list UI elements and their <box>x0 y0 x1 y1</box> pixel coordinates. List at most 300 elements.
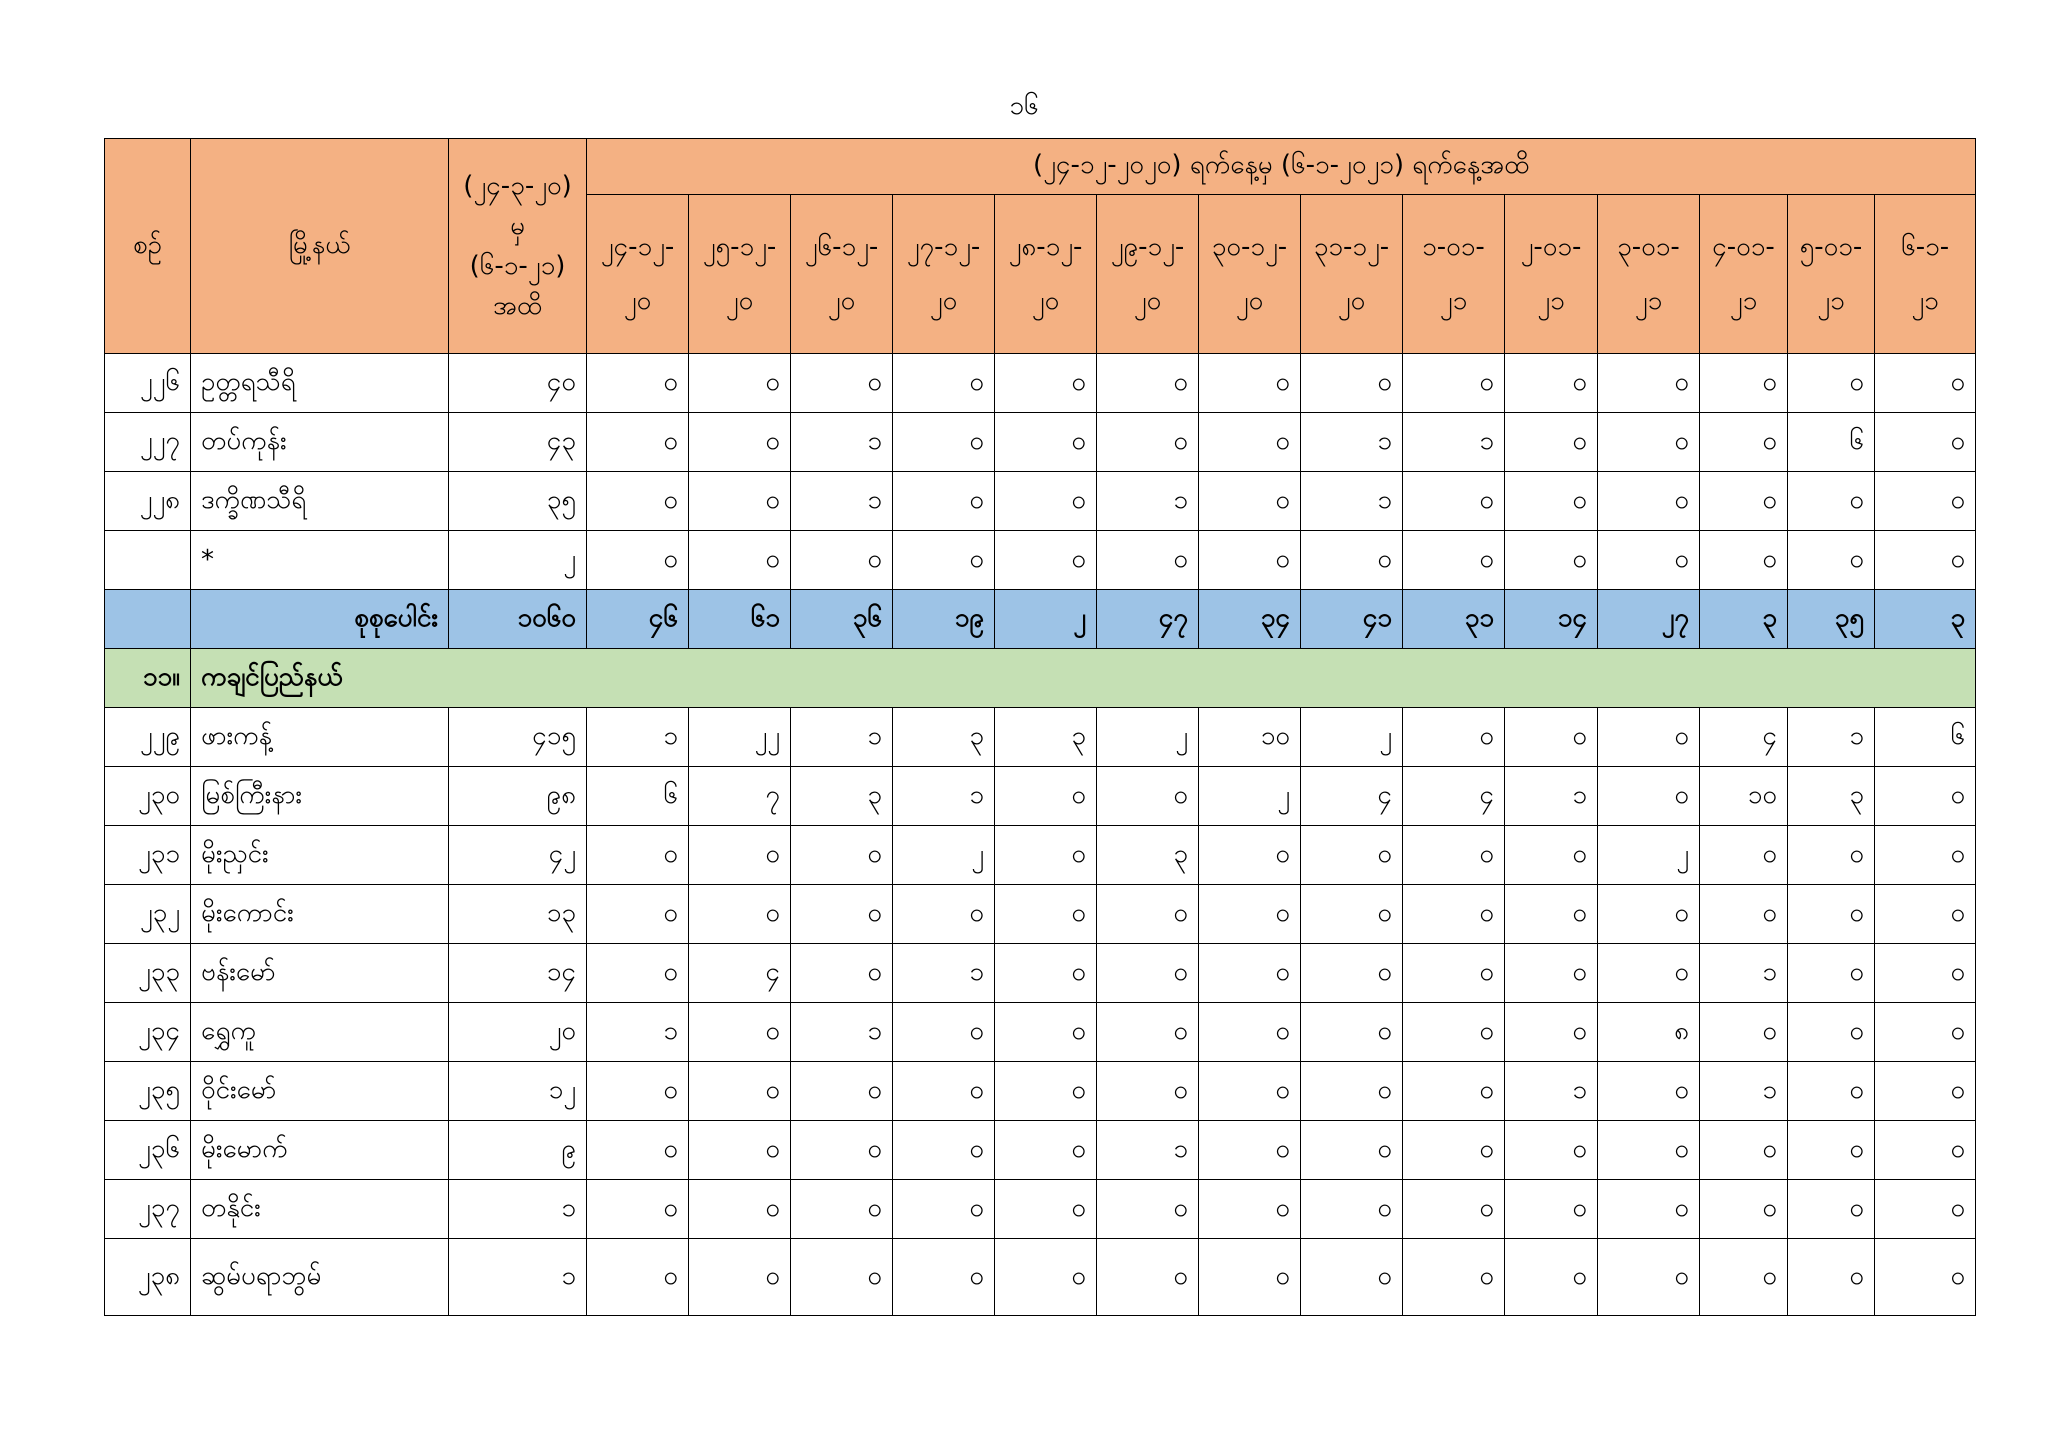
daily-count-cell: ၀ <box>1403 354 1505 413</box>
township-cell: မြစ်ကြီးနား <box>191 767 449 826</box>
daily-count-cell: ၀ <box>689 413 791 472</box>
header-period: (၂၄-၁၂-၂၀၂၀) ရက်နေ့မှ (၆-၁-၂၀၂၁) ရက်နေ့အထိ <box>587 139 1976 195</box>
daily-count-cell: ၀ <box>1097 885 1199 944</box>
serial-number-cell: ၂၃၆ <box>105 1121 191 1180</box>
daily-count-cell: ၀ <box>1199 472 1301 531</box>
township-cell: တနိုင်း <box>191 1180 449 1239</box>
daily-count-cell: ၁ <box>587 708 689 767</box>
daily-count-cell: ၀ <box>1199 944 1301 1003</box>
daily-count-cell: ၀ <box>995 1003 1097 1062</box>
daily-count-cell: ၀ <box>1403 1003 1505 1062</box>
daily-count-cell: ၀ <box>1598 1180 1700 1239</box>
cumulative-total-cell: ၁ <box>449 1239 587 1316</box>
daily-count-cell: ၀ <box>1505 531 1598 590</box>
daily-count-cell: ၀ <box>689 885 791 944</box>
header-township: မြို့နယ် <box>191 139 449 354</box>
township-cell: ဒက္ခိဏသီရိ <box>191 472 449 531</box>
daily-count-cell: ၀ <box>1403 1121 1505 1180</box>
daily-count-cell: ၀ <box>1788 1121 1875 1180</box>
daily-count-cell: ၀ <box>791 826 893 885</box>
total-daily-cell: ၄၇ <box>1097 590 1199 649</box>
cumulative-total-cell: ၉၈ <box>449 767 587 826</box>
daily-count-cell: ၀ <box>587 1180 689 1239</box>
total-daily-cell: ၃၄ <box>1199 590 1301 649</box>
daily-count-cell: ၀ <box>893 1239 995 1316</box>
daily-count-cell: ၀ <box>1598 472 1700 531</box>
daily-count-cell: ၀ <box>1598 354 1700 413</box>
region-row <box>105 649 1976 708</box>
daily-count-cell: ၀ <box>791 944 893 1003</box>
header-date-line: ၂၆-၁၂- <box>804 232 879 262</box>
header-cumulative-line: (၆-၁-၂၁) <box>469 251 566 281</box>
daily-count-cell: ၀ <box>1598 1062 1700 1121</box>
daily-count-cell: ၀ <box>1700 1121 1788 1180</box>
daily-count-cell: ၀ <box>995 885 1097 944</box>
daily-count-cell: ၁ <box>1505 767 1598 826</box>
daily-count-cell: ၃ <box>791 767 893 826</box>
daily-count-cell: ၀ <box>1301 1062 1403 1121</box>
daily-count-cell: ၀ <box>1700 1003 1788 1062</box>
daily-count-cell: ၀ <box>1199 354 1301 413</box>
header-date-line: ၂၈-၁၂- <box>1008 232 1083 262</box>
daily-count-cell: ၄ <box>689 944 791 1003</box>
daily-count-cell: ၀ <box>1199 531 1301 590</box>
township-cell: ရွှေကူ <box>191 1003 449 1062</box>
daily-count-cell: ၆ <box>587 767 689 826</box>
daily-count-cell: ၀ <box>1097 1239 1199 1316</box>
serial-number-cell: ၂၂၆ <box>105 354 191 413</box>
total-row <box>105 590 1976 649</box>
serial-number-cell: ၂၃၁ <box>105 826 191 885</box>
daily-count-cell: ၀ <box>1875 472 1976 531</box>
daily-count-cell: ၃ <box>1788 767 1875 826</box>
header-date-line: ၂၀ <box>1031 286 1060 316</box>
daily-count-cell: ၀ <box>1403 1180 1505 1239</box>
daily-count-cell: ၀ <box>1097 1003 1199 1062</box>
daily-count-cell: ၀ <box>995 1121 1097 1180</box>
daily-count-cell: ၁ <box>587 1003 689 1062</box>
daily-count-cell: ၁ <box>1301 472 1403 531</box>
daily-count-cell: ၀ <box>587 531 689 590</box>
total-daily-cell: ၃၁ <box>1403 590 1505 649</box>
header-date <box>791 195 893 354</box>
daily-count-cell: ၀ <box>995 767 1097 826</box>
total-daily-cell: ၃၆ <box>791 590 893 649</box>
daily-count-cell: ၀ <box>1301 531 1403 590</box>
cumulative-total-cell: ၁ <box>449 1180 587 1239</box>
daily-count-cell: ၀ <box>587 885 689 944</box>
header-date-line: ၃၀-၁၂- <box>1211 232 1288 262</box>
daily-count-cell: ၀ <box>1788 354 1875 413</box>
daily-count-cell: ၁၀ <box>1700 767 1788 826</box>
header-date-line: ၂၁ <box>1537 286 1565 316</box>
daily-count-cell: ၀ <box>587 1121 689 1180</box>
daily-count-cell: ၀ <box>995 944 1097 1003</box>
cumulative-total-cell: ၁၂ <box>449 1062 587 1121</box>
daily-count-cell: ၀ <box>1097 1180 1199 1239</box>
daily-count-cell: ၁ <box>1505 1062 1598 1121</box>
daily-count-cell: ၀ <box>1875 885 1976 944</box>
daily-count-cell: ၆ <box>1788 413 1875 472</box>
cumulative-total-cell: ၄၃ <box>449 413 587 472</box>
daily-count-cell: ၀ <box>893 1003 995 1062</box>
total-daily-cell: ၂ <box>995 590 1097 649</box>
daily-count-cell: ၀ <box>893 472 995 531</box>
daily-count-cell: ၀ <box>1875 354 1976 413</box>
daily-count-cell: ၀ <box>995 826 1097 885</box>
header-date-line: ၂၁ <box>1634 286 1663 316</box>
header-date-line: ၅-၀၁- <box>1799 232 1863 262</box>
daily-count-cell: ၀ <box>1505 354 1598 413</box>
table-row <box>105 413 1976 472</box>
daily-count-cell: ၀ <box>1598 413 1700 472</box>
serial-number-cell: ၂၃၇ <box>105 1180 191 1239</box>
daily-count-cell: ၁ <box>1403 413 1505 472</box>
daily-count-cell: ၀ <box>1875 1062 1976 1121</box>
total-daily-cell: ၆၁ <box>689 590 791 649</box>
township-cell: မိုးမောက် <box>191 1121 449 1180</box>
serial-number-cell: ၂၃၃ <box>105 944 191 1003</box>
daily-count-cell: ၀ <box>791 1121 893 1180</box>
daily-count-cell: ၀ <box>1788 1180 1875 1239</box>
total-daily-cell: ၄၁ <box>1301 590 1403 649</box>
total-daily-cell: ၄၆ <box>587 590 689 649</box>
header-date-line: ၂၁ <box>1817 286 1845 316</box>
daily-count-cell: ၀ <box>689 1239 791 1316</box>
header-date-line: ၂၉-၁၂- <box>1110 232 1185 262</box>
daily-count-cell: ၀ <box>587 1239 689 1316</box>
daily-count-cell: ၀ <box>1097 1062 1199 1121</box>
daily-count-cell: ၀ <box>1199 826 1301 885</box>
header-date <box>1505 195 1598 354</box>
header-date-line: ၂၁ <box>1911 286 1939 316</box>
daily-count-cell: ၀ <box>1700 531 1788 590</box>
daily-count-cell: ၀ <box>689 472 791 531</box>
daily-count-cell: ၀ <box>1598 944 1700 1003</box>
header-date-line: ၂၀ <box>1133 286 1162 316</box>
daily-count-cell: ၁ <box>1700 944 1788 1003</box>
daily-count-cell: ၂ <box>893 826 995 885</box>
daily-count-cell: ၀ <box>791 354 893 413</box>
header-date-line: ၃-၀၁- <box>1617 232 1680 262</box>
covid-township-table <box>104 138 1976 1316</box>
daily-count-cell: ၁ <box>791 708 893 767</box>
header-date-line: ၁-၀၁- <box>1422 232 1485 262</box>
daily-count-cell: ၀ <box>1598 1121 1700 1180</box>
table-row <box>105 944 1976 1003</box>
daily-count-cell: ၀ <box>893 531 995 590</box>
daily-count-cell: ၀ <box>1598 708 1700 767</box>
daily-count-cell: ၀ <box>1788 472 1875 531</box>
daily-count-cell: ၀ <box>1875 1239 1976 1316</box>
daily-count-cell: ၃ <box>893 708 995 767</box>
daily-count-cell: ၀ <box>791 1180 893 1239</box>
daily-count-cell: ၀ <box>1505 944 1598 1003</box>
header-cumulative-line: မှ <box>510 211 525 241</box>
daily-count-cell: ၀ <box>995 1062 1097 1121</box>
daily-count-cell: ၀ <box>791 531 893 590</box>
daily-count-cell: ၀ <box>587 1062 689 1121</box>
daily-count-cell: ၁ <box>791 413 893 472</box>
header-date-line: ၂၀ <box>623 286 652 316</box>
daily-count-cell: ၀ <box>1301 1239 1403 1316</box>
township-cell: မိုးကောင်း <box>191 885 449 944</box>
daily-count-cell: ၀ <box>587 944 689 1003</box>
daily-count-cell: ၀ <box>893 413 995 472</box>
total-cumulative-cell: ၁၀၆၀ <box>449 590 587 649</box>
header-date-line: ၂၇-၁၂- <box>906 232 981 262</box>
daily-count-cell: ၀ <box>893 1062 995 1121</box>
daily-count-cell: ၀ <box>1403 531 1505 590</box>
daily-count-cell: ၀ <box>1199 1003 1301 1062</box>
daily-count-cell: ၀ <box>791 1239 893 1316</box>
table-row <box>105 767 1976 826</box>
daily-count-cell: ၀ <box>1598 767 1700 826</box>
header-serial-number: စဉ် <box>105 139 191 354</box>
header-date <box>1097 195 1199 354</box>
township-cell: ဝိုင်းမော် <box>191 1062 449 1121</box>
township-cell: ဆွမ်ပရာဘွမ် <box>191 1239 449 1316</box>
daily-count-cell: ၀ <box>1097 413 1199 472</box>
region-name: ကချင်ပြည်နယ် <box>191 649 1976 708</box>
header-cumulative-line: အထိ <box>492 291 542 321</box>
daily-count-cell: ၀ <box>1700 826 1788 885</box>
daily-count-cell: ၀ <box>1875 1121 1976 1180</box>
daily-count-cell: ၀ <box>1788 1239 1875 1316</box>
table-row <box>105 885 1976 944</box>
cumulative-total-cell: ၁၃ <box>449 885 587 944</box>
daily-count-cell: ၀ <box>1788 1003 1875 1062</box>
cumulative-total-cell: ၄၀ <box>449 354 587 413</box>
daily-count-cell: ၀ <box>1301 1180 1403 1239</box>
township-cell: ဥတ္တရသီရိ <box>191 354 449 413</box>
serial-number-cell: ၂၃၅ <box>105 1062 191 1121</box>
daily-count-cell: ၄ <box>1403 767 1505 826</box>
daily-count-cell: ၂ <box>1301 708 1403 767</box>
table-row <box>105 531 1976 590</box>
total-empty-cell <box>105 590 191 649</box>
total-daily-cell: ၃၅ <box>1788 590 1875 649</box>
serial-number-cell: ၂၂၉ <box>105 708 191 767</box>
daily-count-cell: ၁၀ <box>1199 708 1301 767</box>
daily-count-cell: ၀ <box>1875 944 1976 1003</box>
daily-count-cell: ၀ <box>1301 826 1403 885</box>
daily-count-cell: ၀ <box>1403 1239 1505 1316</box>
daily-count-cell: ၀ <box>893 354 995 413</box>
header-date <box>587 195 689 354</box>
header-date <box>1875 195 1976 354</box>
header-date-line: ၂၀ <box>1337 286 1366 316</box>
daily-count-cell: ၀ <box>1301 1121 1403 1180</box>
table-row <box>105 826 1976 885</box>
daily-count-cell: ၀ <box>1301 1003 1403 1062</box>
cumulative-total-cell: ၂ <box>449 531 587 590</box>
daily-count-cell: ၀ <box>1505 1239 1598 1316</box>
header-date <box>995 195 1097 354</box>
header-date-line: ၂၀ <box>1235 286 1264 316</box>
daily-count-cell: ၄ <box>1700 708 1788 767</box>
daily-count-cell: ၀ <box>1505 885 1598 944</box>
daily-count-cell: ၀ <box>1199 1239 1301 1316</box>
daily-count-cell: ၀ <box>1403 885 1505 944</box>
daily-count-cell: ၀ <box>1505 1121 1598 1180</box>
daily-count-cell: ၀ <box>1505 708 1598 767</box>
daily-count-cell: ၀ <box>689 1121 791 1180</box>
daily-count-cell: ၁ <box>1700 1062 1788 1121</box>
daily-count-cell: ၁ <box>791 1003 893 1062</box>
header-date-line: ၂၁ <box>1439 286 1468 316</box>
daily-count-cell: ၀ <box>1403 944 1505 1003</box>
header-row <box>105 139 1976 195</box>
daily-count-cell: ၁ <box>791 472 893 531</box>
table-row <box>105 1062 1976 1121</box>
daily-count-cell: ၀ <box>1700 885 1788 944</box>
total-daily-cell: ၁၄ <box>1505 590 1598 649</box>
header-date-line: ၆-၁- <box>1901 232 1950 262</box>
daily-count-cell: ၀ <box>1199 1180 1301 1239</box>
daily-count-cell: ၄ <box>1301 767 1403 826</box>
daily-count-cell: ၀ <box>1788 1062 1875 1121</box>
header-date <box>1700 195 1788 354</box>
cumulative-total-cell: ၁၄ <box>449 944 587 1003</box>
daily-count-cell: ၀ <box>1301 354 1403 413</box>
total-daily-cell: ၁၉ <box>893 590 995 649</box>
daily-count-cell: ၀ <box>1199 1062 1301 1121</box>
table-row <box>105 1239 1976 1316</box>
daily-count-cell: ၀ <box>995 1239 1097 1316</box>
daily-count-cell: ၀ <box>689 354 791 413</box>
header-date <box>1301 195 1403 354</box>
township-cell: မိုးညှင်း <box>191 826 449 885</box>
serial-number-cell: ၂၃၀ <box>105 767 191 826</box>
header-date-line: ၂၅-၁၂- <box>702 232 777 262</box>
header-date <box>689 195 791 354</box>
header-date <box>893 195 995 354</box>
township-cell: ဖားကန့် <box>191 708 449 767</box>
header-date-line: ၄-၀၁- <box>1712 232 1775 262</box>
table-row <box>105 1121 1976 1180</box>
daily-count-cell: ၀ <box>1403 472 1505 531</box>
daily-count-cell: ၀ <box>1788 944 1875 1003</box>
daily-count-cell: ၀ <box>1700 1180 1788 1239</box>
daily-count-cell: ၀ <box>1097 944 1199 1003</box>
table-row <box>105 708 1976 767</box>
total-daily-cell: ၃ <box>1700 590 1788 649</box>
header-date <box>1403 195 1505 354</box>
daily-count-cell: ၀ <box>1097 354 1199 413</box>
header-date <box>1598 195 1700 354</box>
serial-number-cell: ၂၂၈ <box>105 472 191 531</box>
daily-count-cell: ၃ <box>995 708 1097 767</box>
daily-count-cell: ၁ <box>1301 413 1403 472</box>
daily-count-cell: ၀ <box>1301 885 1403 944</box>
daily-count-cell: ၂၂ <box>689 708 791 767</box>
serial-number-cell <box>105 531 191 590</box>
daily-count-cell: ၀ <box>1199 885 1301 944</box>
daily-count-cell: ၀ <box>689 1003 791 1062</box>
daily-count-cell: ၀ <box>689 1180 791 1239</box>
header-date-line: ၂၀ <box>929 286 958 316</box>
header-cumulative-line: (၂၄-၃-၂၀) <box>463 171 572 201</box>
daily-count-cell: ၀ <box>1875 413 1976 472</box>
table-row <box>105 354 1976 413</box>
daily-count-cell: ၃ <box>1097 826 1199 885</box>
page-number: ၁၆ <box>1009 91 1039 121</box>
cumulative-total-cell: ၂၀ <box>449 1003 587 1062</box>
daily-count-cell: ၀ <box>1598 531 1700 590</box>
daily-count-cell: ၀ <box>1403 708 1505 767</box>
daily-count-cell: ၀ <box>1505 1180 1598 1239</box>
total-label: စုစုပေါင်း <box>191 590 449 649</box>
daily-count-cell: ၀ <box>1875 1180 1976 1239</box>
cumulative-total-cell: ၄၂ <box>449 826 587 885</box>
daily-count-cell: ၀ <box>995 1180 1097 1239</box>
daily-count-cell: ၀ <box>995 531 1097 590</box>
daily-count-cell: ၀ <box>1875 531 1976 590</box>
header-date <box>1788 195 1875 354</box>
daily-count-cell: ၀ <box>1875 1003 1976 1062</box>
daily-count-cell: ၀ <box>1875 826 1976 885</box>
daily-count-cell: ၀ <box>1700 354 1788 413</box>
daily-count-cell: ၀ <box>587 354 689 413</box>
cumulative-total-cell: ၉ <box>449 1121 587 1180</box>
daily-count-cell: ၀ <box>1199 413 1301 472</box>
daily-count-cell: ၁ <box>1788 708 1875 767</box>
daily-count-cell: ၆ <box>1875 708 1976 767</box>
serial-number-cell: ၂၃၄ <box>105 1003 191 1062</box>
daily-count-cell: ၀ <box>689 531 791 590</box>
daily-count-cell: ၁ <box>893 944 995 1003</box>
region-number: ၁၁။ <box>105 649 191 708</box>
daily-count-cell: ၇ <box>689 767 791 826</box>
total-daily-cell: ၂၇ <box>1598 590 1700 649</box>
daily-count-cell: ၂ <box>1199 767 1301 826</box>
header-cumulative <box>449 139 587 354</box>
header-date-line: ၂-၀၁- <box>1520 232 1582 262</box>
daily-count-cell: ၀ <box>1700 472 1788 531</box>
header-date-line: ၂၁ <box>1729 286 1758 316</box>
daily-count-cell: ၀ <box>791 885 893 944</box>
daily-count-cell: ၀ <box>1788 885 1875 944</box>
daily-count-cell: ၀ <box>1199 1121 1301 1180</box>
daily-count-cell: ၀ <box>587 472 689 531</box>
table-row <box>105 472 1976 531</box>
header-date-line: ၂၀ <box>725 286 754 316</box>
daily-count-cell: ၀ <box>995 354 1097 413</box>
daily-count-cell: ၀ <box>1598 885 1700 944</box>
daily-count-cell: ၀ <box>1097 767 1199 826</box>
table-row <box>105 1180 1976 1239</box>
daily-count-cell: ၀ <box>1505 413 1598 472</box>
daily-count-cell: ၀ <box>587 826 689 885</box>
daily-count-cell: ၁ <box>1097 472 1199 531</box>
daily-count-cell: ၀ <box>1403 826 1505 885</box>
daily-count-cell: ၂ <box>1598 826 1700 885</box>
daily-count-cell: ၀ <box>1097 531 1199 590</box>
daily-count-cell: ၀ <box>1301 944 1403 1003</box>
daily-count-cell: ၈ <box>1598 1003 1700 1062</box>
header-date <box>1199 195 1301 354</box>
daily-count-cell: ၀ <box>1875 767 1976 826</box>
daily-count-cell: ၀ <box>791 1062 893 1121</box>
daily-count-cell: ၀ <box>1700 413 1788 472</box>
daily-count-cell: ၂ <box>1097 708 1199 767</box>
daily-count-cell: ၀ <box>1505 472 1598 531</box>
daily-count-cell: ၀ <box>893 1121 995 1180</box>
township-cell: ဗန်းမော် <box>191 944 449 1003</box>
header-date-line: ၂၄-၁၂- <box>600 232 675 262</box>
daily-count-cell: ၀ <box>689 1062 791 1121</box>
